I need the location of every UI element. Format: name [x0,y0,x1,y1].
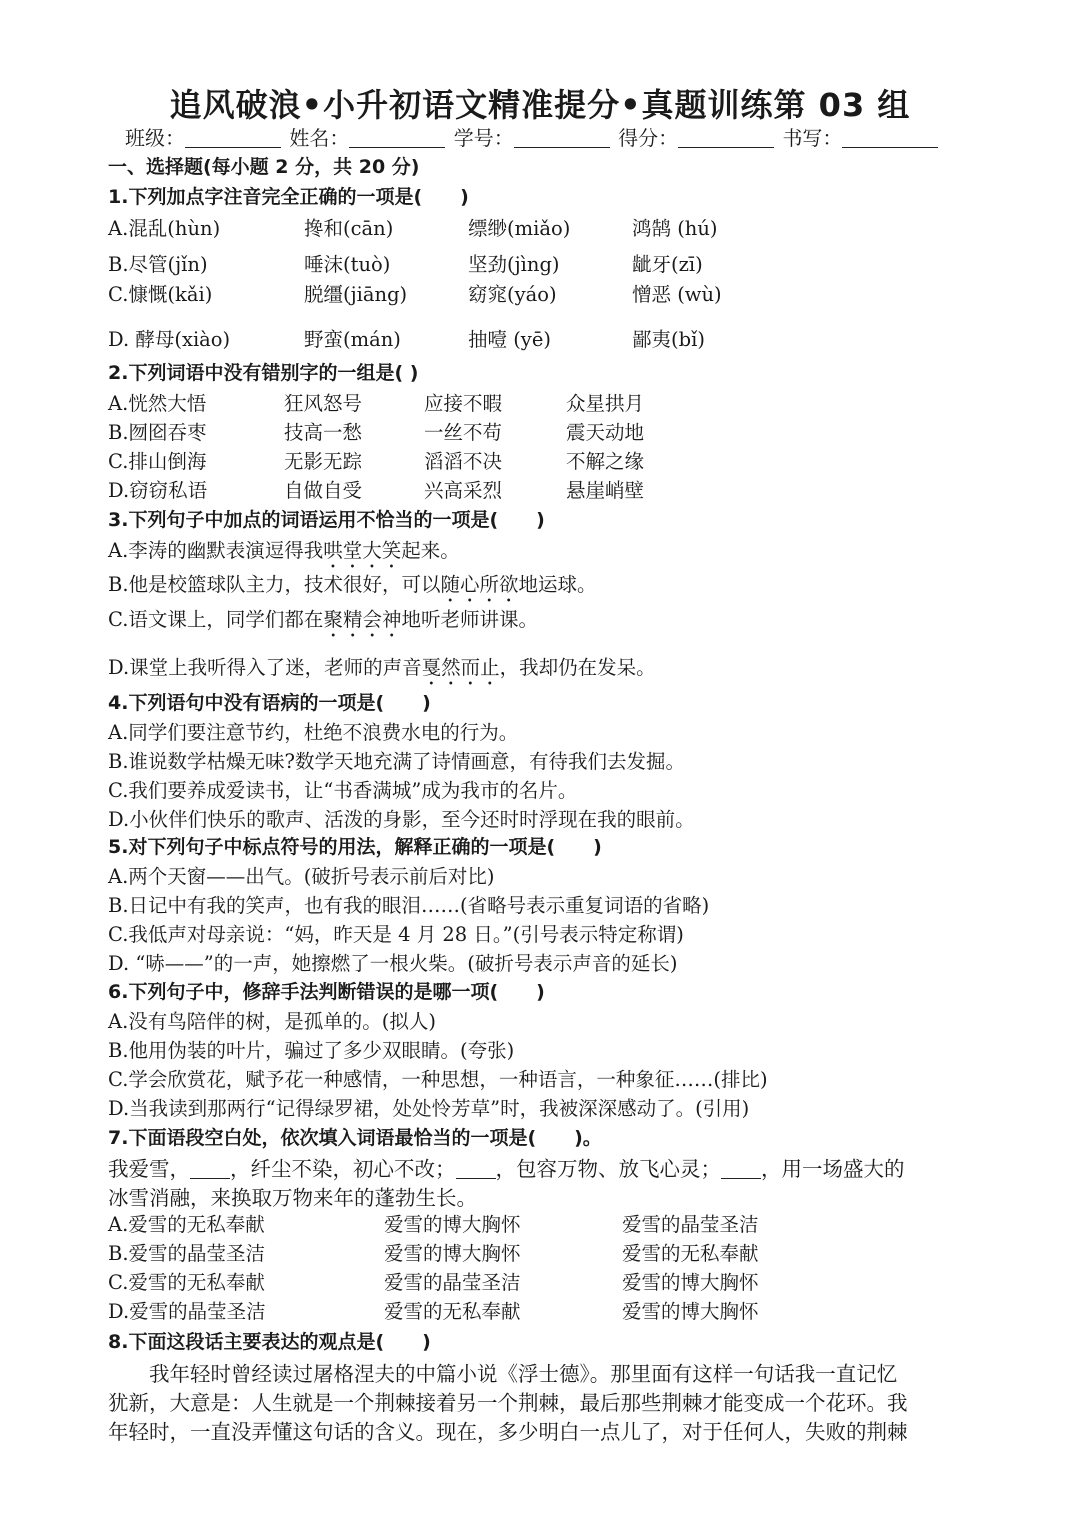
id-blank[interactable] [514,127,610,148]
passage-text: ，包容万物、放飞心灵； [495,1157,721,1181]
option-row [108,1209,968,1237]
q8-passage-line: 我年轻时曾经读过屠格涅夫的中篇小说《浮士德》。那里面有这样一句话我一直记忆 [108,1362,898,1386]
id-label: 学号： [453,126,514,150]
class-label: 班级： [125,126,185,150]
q5-stem: 5.对下列句子中标点符号的用法，解释正确的一项是( ) [108,836,602,858]
q4-option-a: A.同学们要注意节约，杜绝不浪费水电的行为。 [108,721,519,744]
q3-option-a [108,535,460,573]
q4-option-d: D.小伙伴们快乐的歌声、活泼的身影，至今还时时浮现在我的眼前。 [108,808,695,831]
option-cell: 悬崖峭壁 [566,479,645,502]
option-cell: 爱雪的晶莹圣洁 [384,1271,521,1294]
writing-blank[interactable] [842,127,938,148]
option-cell: 众星拱月 [566,392,645,415]
option-cell: 自做自受 [284,479,363,502]
score-label: 得分： [618,126,679,150]
option-row [108,249,968,277]
option-cell: C.爱雪的无私奉献 [108,1271,265,1294]
q5-option-d: D. “哧——”的一声，她擦燃了一根火柴。(破折号表示声音的延长) [108,952,678,975]
option-text: 起来。 [401,539,460,562]
q6-option-d: D.当我读到那两行“记得绿罗裙，处处怜芳草”时，我被深深感动了。(引用) [108,1097,750,1120]
option-cell: 震天动地 [566,421,645,444]
option-text: D.课堂上我听得入了迷，老师的声音 [108,656,422,679]
option-cell: 龇牙(zī) [632,253,703,276]
fill-blank-1[interactable] [190,1160,230,1179]
option-cell: 唾沫(tuò) [304,253,391,276]
option-row [108,446,968,474]
student-info-fields [125,122,940,151]
option-cell: 爱雪的博大胸怀 [622,1300,759,1323]
option-text: 地运球。 [518,573,597,596]
option-cell: 爱雪的博大胸怀 [384,1213,521,1236]
option-cell: 兴高采烈 [424,479,503,502]
option-text: B.他是校篮球队主力，技术很好，可以 [108,573,441,596]
q6-option-c: C.学会欣赏花，赋予花一种感情，一种思想，一种语言，一种象征……(排比) [108,1068,768,1091]
passage-text: ，纤尘不染，初心不改； [230,1157,456,1181]
option-cell: A.恍然大悟 [108,392,207,415]
option-cell: D.爱雪的晶莹圣洁 [108,1300,266,1323]
option-text: 地听老师讲课。 [401,608,538,631]
option-row [108,1238,968,1266]
q5-option-c: C.我低声对母亲说：“妈，昨天是 4 月 28 日。”(引号表示特定称谓) [108,923,684,946]
q8-passage-line: 犹新，大意是：人生就是一个荆棘接着另一个荆棘，最后那些荆棘才能变成一个花环。我 [108,1391,908,1415]
dotted-word: 随心所欲 [440,573,519,596]
q8-stem: 8.下面这段话主要表达的观点是( ) [108,1331,431,1353]
dotted-word: 戛然而止 [421,656,500,679]
q4-option-b: B.谁说数学枯燥无味?数学天地充满了诗情画意，有待我们去发掘。 [108,750,685,773]
q3-stem: 3.下列句子中加点的词语运用不恰当的一项是( ) [108,509,545,531]
q3-option-c [108,604,538,642]
score-blank[interactable] [678,127,774,148]
q5-option-a: A.两个天窗——出气。(破折号表示前后对比) [108,865,495,888]
fill-blank-3[interactable] [721,1160,761,1179]
option-cell: 窈窕(yáo) [468,283,557,306]
option-cell: 脱缰(jiāng) [304,283,408,306]
option-cell: D. 酵母(xiào) [108,328,231,351]
q4-option-c: C.我们要养成爱读书，让“书香满城”成为我市的名片。 [108,779,578,802]
q6-option-a: A.没有鸟陪伴的树，是孤单的。(拟人) [108,1010,436,1033]
option-cell: 技高一愁 [284,421,363,444]
q3-option-b [108,569,597,607]
option-cell: 野蛮(mán) [304,328,401,351]
option-cell: 无影无踪 [284,450,363,473]
q7-passage-line-2: 冰雪消融，来换取万物来年的蓬勃生长。 [108,1186,477,1210]
option-cell: 不解之缘 [566,450,645,473]
option-row [108,213,968,241]
option-cell: 滔滔不决 [424,450,503,473]
option-cell: B.爱雪的晶莹圣洁 [108,1242,266,1265]
q4-stem: 4.下列语句中没有语病的一项是( ) [108,692,431,714]
option-cell: 应接不暇 [424,392,503,415]
fill-blank-2[interactable] [456,1160,496,1179]
section-heading: 一、选择题(每小题 2 分，共 20 分) [108,156,420,178]
name-label: 姓名： [289,126,350,150]
option-row [108,388,968,416]
q8-passage-line: 年轻时，一直没弄懂这句话的含义。现在，多少明白一点儿了，对于任何人，失败的荆棘 [108,1420,908,1444]
option-row [108,1267,968,1295]
option-cell: 爱雪的晶莹圣洁 [622,1213,759,1236]
option-cell: C.排山倒海 [108,450,207,473]
q6-option-b: B.他用伪装的叶片，骗过了多少双眼睛。(夸张) [108,1039,515,1062]
q3-option-d [108,652,656,690]
option-cell: 爱雪的博大胸怀 [622,1271,759,1294]
option-text: ，我却仍在发呆。 [499,656,656,679]
q2-stem: 2.下列词语中没有错别字的一组是( ) [108,362,419,384]
option-row [108,417,968,445]
writing-label: 书写： [782,126,843,150]
option-cell: 爱雪的博大胸怀 [384,1242,521,1265]
option-text: C.语文课上，同学们都在 [108,608,324,631]
option-cell: A.混乱(hùn) [108,217,221,240]
name-blank[interactable] [349,127,445,148]
passage-text: ，用一场盛大的 [761,1157,905,1181]
q5-option-b: B.日记中有我的笑声，也有我的眼泪……(省略号表示重复词语的省略) [108,894,710,917]
q6-stem: 6.下列句子中，修辞手法判断错误的是哪一项( ) [108,981,545,1003]
option-text: A.李涛的幽默表演逗得我 [108,539,324,562]
option-row [108,324,968,352]
option-row [108,475,968,503]
dotted-word: 聚精会神 [323,608,402,631]
class-blank[interactable] [185,127,281,148]
q7-passage-line-1 [108,1152,905,1182]
dotted-word: 哄堂大笑 [323,539,402,562]
page-title: 追风破浪•小升初语文精准提分•真题训练第 03 组 [169,86,911,124]
option-cell: B.尽管(jǐn) [108,253,208,276]
option-cell: 坚劲(jìng) [468,253,560,276]
passage-text: 我爱雪， [108,1157,190,1181]
q1-stem: 1.下列加点字注音完全正确的一项是( ) [108,186,469,208]
option-cell: 鄙夷(bǐ) [632,328,705,351]
option-cell: 憎恶 (wù) [632,283,722,306]
option-cell: C.慷慨(kǎi) [108,283,213,306]
option-row [108,279,968,307]
option-cell: 狂风怒号 [284,392,363,415]
option-cell: 爱雪的无私奉献 [622,1242,759,1265]
option-cell: 爱雪的无私奉献 [384,1300,521,1323]
option-cell: A.爱雪的无私奉献 [108,1213,265,1236]
option-cell: 缥缈(miǎo) [468,217,571,240]
option-cell: B.囫囵吞枣 [108,421,207,444]
option-cell: 抽噎 (yē) [468,328,551,351]
option-cell: 鸿鹄 (hú) [632,217,718,240]
option-cell: 一丝不苟 [424,421,503,444]
option-cell: 搀和(cān) [304,217,394,240]
q7-stem: 7.下面语段空白处，依次填入词语最恰当的一项是( )。 [108,1127,602,1149]
option-row [108,1296,968,1324]
option-cell: D.窃窃私语 [108,479,208,502]
